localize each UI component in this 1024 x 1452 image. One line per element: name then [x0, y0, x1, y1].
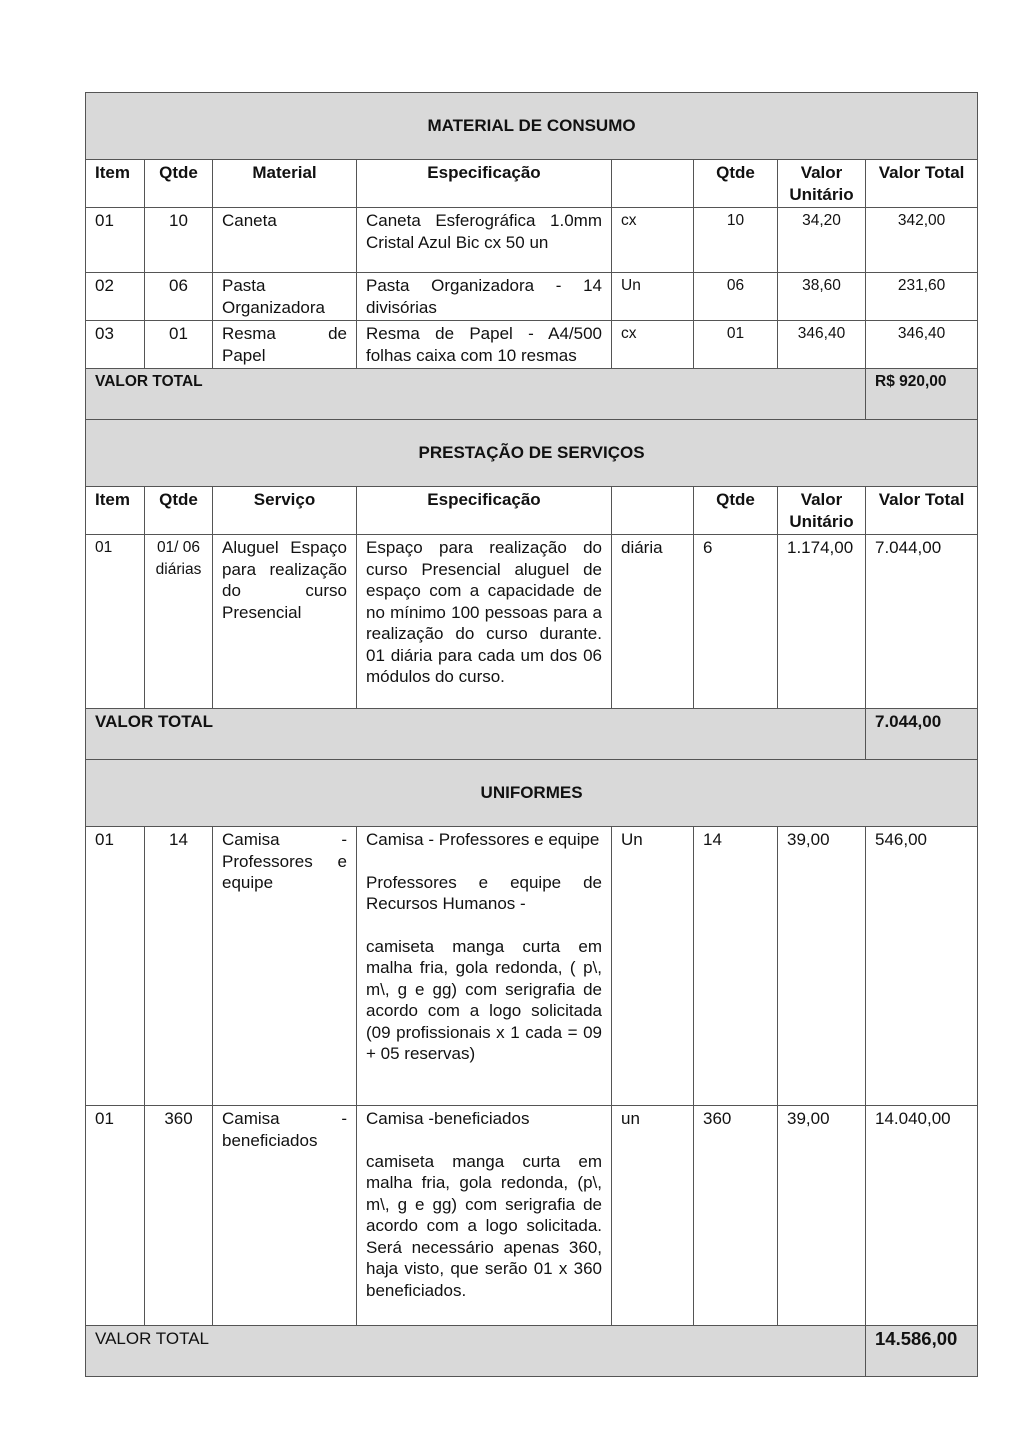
line-total: 342,00	[897, 212, 946, 229]
total-value: 14.586,00	[875, 1328, 958, 1349]
unit-price: 346,40	[797, 325, 846, 342]
section-title: MATERIAL DE CONSUMO	[427, 116, 636, 136]
table-row	[86, 321, 978, 369]
total-row	[86, 1326, 978, 1377]
specification-text: camiseta manga curta em malha fria, gola redonda, ( p\, m\, g e gg) com serigrafia de acordo com a logo solicitada (09 profissionais x 1 cada = 09 + 05 reservas)	[366, 936, 602, 1063]
unit-price: 39,00	[787, 830, 830, 849]
column-header-row	[86, 487, 978, 535]
unit-price: 34,20	[802, 212, 841, 229]
quantity-2: 06	[726, 277, 745, 294]
total-value: R$ 920,00	[875, 373, 947, 390]
column-header: Qtde	[716, 490, 755, 509]
item-name: Camisa - Professores e equipe	[222, 830, 347, 892]
quantity-2: 360	[703, 1109, 732, 1128]
item-number: 01	[95, 539, 113, 556]
table-row	[86, 535, 978, 709]
specification-text: Pasta Organizadora - 14 divisórias	[366, 276, 602, 317]
quantity: 06	[169, 276, 188, 295]
total-label: VALOR TOTAL	[95, 1329, 210, 1348]
table-row	[86, 1106, 978, 1326]
total-label: VALOR TOTAL	[95, 712, 214, 731]
specification-text: Camisa - Professores e equipe	[366, 830, 600, 849]
item-number: 01	[95, 830, 114, 849]
column-header: Valor Unitário	[789, 490, 854, 531]
unit: Un	[621, 277, 641, 294]
total-row	[86, 369, 978, 420]
quantity: 01/ 06 diárias	[155, 539, 202, 578]
item-name: Aluguel Espaço para realização do curso Presencial	[222, 538, 347, 622]
unit: cx	[621, 325, 637, 342]
item-number: 03	[95, 324, 114, 343]
unit: Un	[621, 830, 643, 849]
quantity-2: 6	[703, 538, 713, 557]
line-total: 14.040,00	[875, 1109, 951, 1128]
table-row	[86, 208, 978, 273]
line-total: 231,60	[897, 277, 946, 294]
unit-price: 1.174,00	[787, 538, 854, 557]
column-header-row	[86, 160, 978, 208]
unit-price: 39,00	[787, 1109, 830, 1128]
quantity-2: 10	[726, 212, 745, 229]
total-value: 7.044,00	[875, 712, 942, 731]
quantity: 10	[169, 211, 188, 230]
item-number: 01	[95, 211, 114, 230]
line-total: 7.044,00	[875, 538, 942, 557]
total-row	[86, 709, 978, 760]
total-label: VALOR TOTAL	[95, 373, 203, 390]
specification-text: Espaço para realização do curso Presencial aluguel de espaço com a capacidade de no mínimo 100 pessoas para a realização do curso durante. 01 diária para cada um dos 06 módulos do curso.	[366, 538, 602, 686]
item-name: Caneta	[222, 211, 277, 230]
column-header: Qtde	[716, 163, 755, 182]
quantity: 01	[169, 324, 188, 343]
budget-table	[85, 92, 978, 1377]
column-header: Serviço	[253, 490, 316, 509]
section-title: PRESTAÇÃO DE SERVIÇOS	[418, 443, 645, 463]
unit: cx	[621, 212, 637, 229]
item-name: Resma de Papel	[222, 324, 347, 365]
item-number: 01	[95, 1109, 114, 1128]
column-header: Especificação	[427, 490, 541, 509]
quantity: 14	[169, 830, 188, 849]
quantity: 360	[164, 1109, 193, 1128]
column-header: Item	[95, 490, 130, 509]
table-row	[86, 827, 978, 1106]
specification-text: Camisa -beneficiados	[366, 1109, 530, 1128]
column-header: Item	[95, 163, 130, 182]
column-header: Material	[252, 163, 317, 182]
item-name: Pasta Organizadora	[222, 276, 326, 317]
unit-price: 38,60	[802, 277, 841, 294]
specification-text: Resma de Papel - A4/500 folhas caixa com 10 resmas	[366, 324, 602, 365]
specification-text: Caneta Esferográfica 1.0mm Cristal Azul Bic cx 50 un	[366, 211, 602, 252]
line-total: 346,40	[897, 325, 946, 342]
quantity-2: 14	[703, 830, 722, 849]
specification-text: Professores e equipe de Recursos Humanos -	[366, 872, 602, 913]
unit: un	[621, 1109, 640, 1128]
item-name: Camisa - beneficiados	[222, 1109, 347, 1150]
specification-text: camiseta manga curta em malha fria, gola redonda, (p\, m\, g e gg) com serigrafia de acordo com a logo solicitada. Será necessário apenas 360, haja visto, que serão 01 x 360 beneficiados.	[366, 1151, 602, 1300]
section-title: UNIFORMES	[480, 783, 583, 803]
column-header: Valor Total	[878, 163, 965, 182]
column-header: Qtde	[159, 163, 198, 182]
item-number: 02	[95, 276, 114, 295]
section-title-row	[86, 420, 978, 487]
column-header: Especificação	[427, 163, 541, 182]
table-row	[86, 273, 978, 321]
column-header: Qtde	[159, 490, 198, 509]
section-title-row	[86, 760, 978, 827]
section-title-row	[86, 93, 978, 160]
column-header: Valor Total	[878, 490, 965, 509]
quantity-2: 01	[726, 325, 745, 342]
column-header: Valor Unitário	[789, 163, 854, 204]
line-total: 546,00	[875, 830, 927, 849]
unit: diária	[621, 538, 663, 557]
